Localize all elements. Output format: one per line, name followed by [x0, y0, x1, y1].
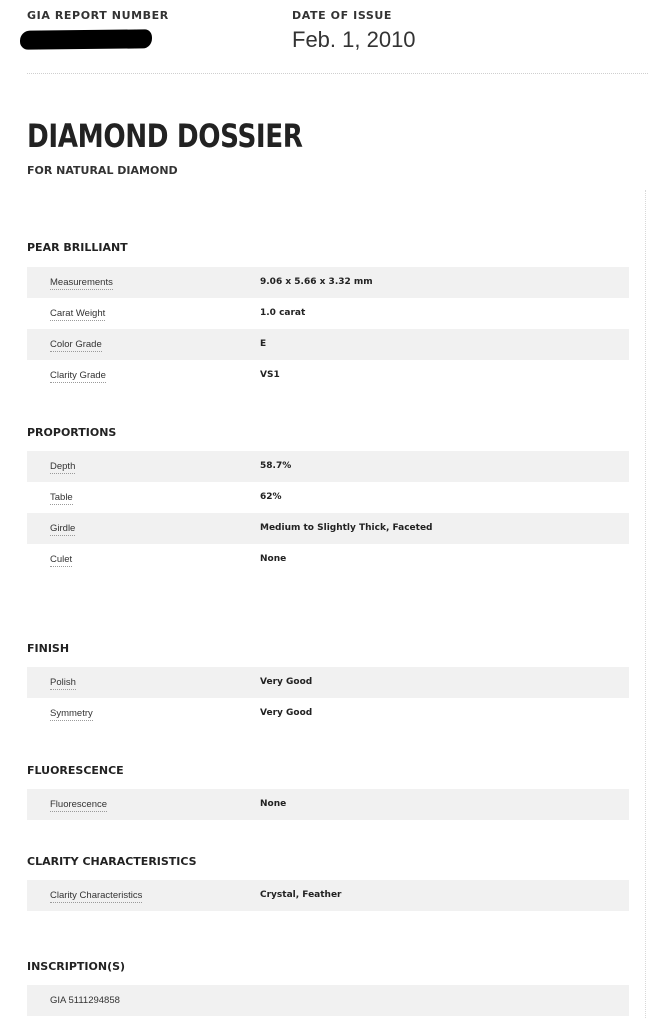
row-value-table: 62% — [260, 492, 282, 502]
table-row — [27, 513, 629, 544]
row-value-carat-weight: 1.0 carat — [260, 308, 306, 318]
table-row — [27, 880, 629, 911]
row-label-measurements[interactable]: Measurements — [50, 277, 113, 288]
table-row — [27, 298, 629, 329]
header-divider — [27, 73, 648, 74]
row-value-fluorescence: None — [260, 799, 287, 809]
table-row — [27, 667, 629, 698]
row-value-symmetry: Very Good — [260, 708, 313, 718]
table-row — [27, 267, 629, 298]
row-label-fluorescence[interactable]: Fluorescence — [50, 799, 108, 810]
page-edge — [645, 190, 646, 1018]
row-value-clarity-characteristics: Crystal, Feather — [260, 890, 342, 900]
section-title-inscriptions: INSCRIPTION(S) — [27, 960, 126, 973]
table-row — [27, 544, 629, 575]
table-row — [27, 698, 629, 729]
section-rows-clarity-characteristics — [27, 880, 629, 911]
row-label-clarity-characteristics[interactable]: Clarity Characteristics — [50, 890, 143, 901]
section-rows-inscriptions — [27, 985, 629, 1016]
section-rows-shape — [27, 267, 629, 391]
table-row — [27, 329, 629, 360]
row-label-clarity-grade[interactable]: Clarity Grade — [50, 370, 106, 381]
row-label-color-grade[interactable]: Color Grade — [50, 339, 102, 350]
row-value-culet: None — [260, 554, 287, 564]
row-value-color-grade: E — [260, 339, 267, 349]
date-of-issue-label: DATE OF ISSUE — [292, 9, 393, 22]
table-row — [27, 482, 629, 513]
row-label-symmetry[interactable]: Symmetry — [50, 708, 93, 719]
row-value-measurements: 9.06 x 5.66 x 3.32 mm — [260, 277, 373, 287]
section-title-clarity-characteristics: CLARITY CHARACTERISTICS — [27, 855, 197, 868]
row-value-clarity-grade: VS1 — [260, 370, 280, 380]
section-title-finish: FINISH — [27, 642, 70, 655]
report-header — [0, 0, 648, 76]
row-label-carat-weight[interactable]: Carat Weight — [50, 308, 106, 319]
table-row — [27, 451, 629, 482]
section-title-shape: PEAR BRILLIANT — [27, 241, 128, 254]
row-label-culet[interactable]: Culet — [50, 554, 73, 565]
report-number-label: GIA REPORT NUMBER — [27, 9, 169, 22]
row-value-depth: 58.7% — [260, 461, 292, 471]
inscription-text: GIA 5111294858 — [50, 995, 120, 1006]
page-subtitle: FOR NATURAL DIAMOND — [27, 164, 178, 177]
row-value-polish: Very Good — [260, 677, 313, 687]
redacted-report-number — [20, 29, 152, 49]
row-label-girdle[interactable]: Girdle — [50, 523, 76, 534]
section-rows-proportions — [27, 451, 629, 575]
table-row — [27, 985, 629, 1016]
page-title: DIAMOND DOSSIER — [27, 117, 303, 155]
table-row — [27, 360, 629, 391]
row-label-table[interactable]: Table — [50, 492, 73, 503]
date-of-issue-value: Feb. 1, 2010 — [292, 27, 416, 52]
section-title-proportions: PROPORTIONS — [27, 426, 117, 439]
row-label-depth[interactable]: Depth — [50, 461, 76, 472]
row-label-polish[interactable]: Polish — [50, 677, 76, 688]
section-title-fluorescence: FLUORESCENCE — [27, 764, 124, 777]
section-rows-fluorescence — [27, 789, 629, 820]
table-row — [27, 789, 629, 820]
section-rows-finish — [27, 667, 629, 729]
row-value-girdle: Medium to Slightly Thick, Faceted — [260, 523, 433, 533]
